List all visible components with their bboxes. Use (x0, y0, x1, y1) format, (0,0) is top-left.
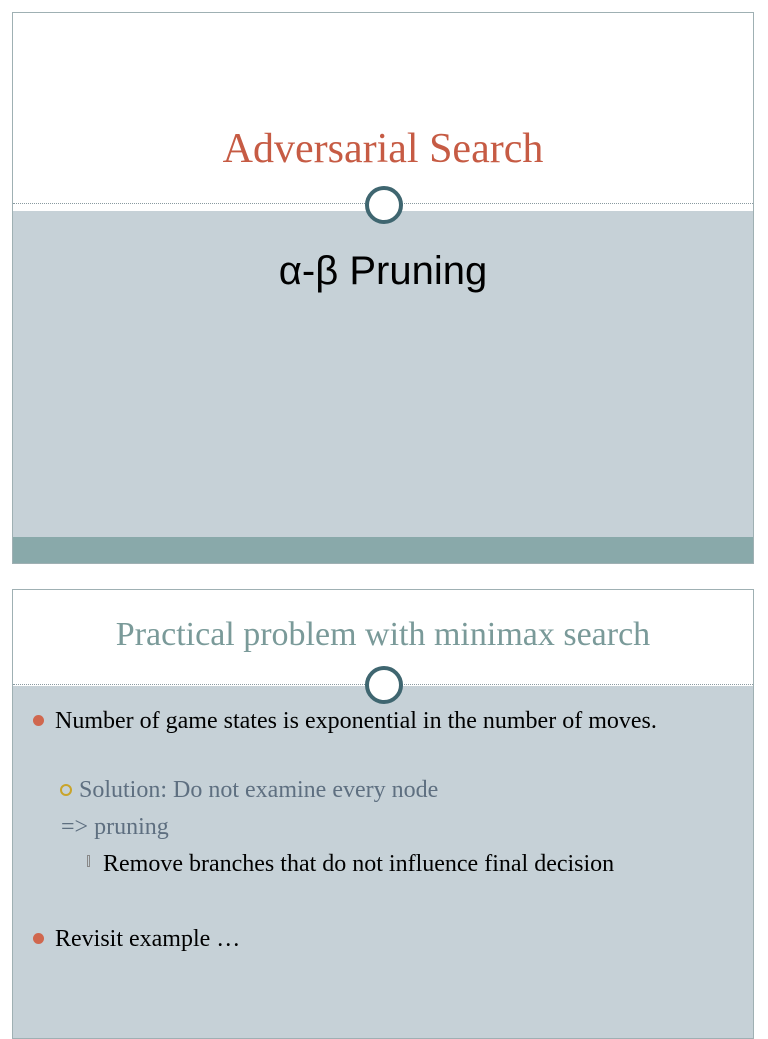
title-area (13, 13, 753, 209)
bullet-square-icon (87, 855, 90, 867)
bullet-item (55, 924, 715, 954)
slide-content (12, 589, 754, 1039)
slide-title (12, 12, 754, 564)
sub-bullet-text: => pruning (61, 814, 169, 840)
subtitle: α-β Pruning (278, 249, 488, 293)
subsub-bullet-item (103, 849, 614, 879)
bullet-dot-icon (33, 933, 44, 944)
subsub-bullet-text: Remove branches that do not influence final decision (103, 851, 615, 877)
main-title: Adversarial Search (222, 126, 544, 172)
footer-band (13, 537, 753, 563)
circle-ornament-icon (365, 666, 403, 704)
bullet-dot-icon (33, 715, 44, 726)
slide-title-text: Practical problem with minimax search (115, 616, 651, 653)
sub-bullet-item (79, 775, 438, 805)
body-area (13, 686, 753, 1038)
bullet-text: Revisit example … (55, 926, 241, 952)
circle-ornament-icon (365, 186, 403, 224)
sub-bullet-text: Solution: Do not examine every node (79, 777, 439, 803)
sub-bullet-continuation (61, 812, 169, 842)
bullet-ring-icon (60, 784, 72, 796)
bullet-text: Number of game states is exponential in the number of moves. (55, 708, 657, 734)
bullet-item (55, 706, 715, 736)
